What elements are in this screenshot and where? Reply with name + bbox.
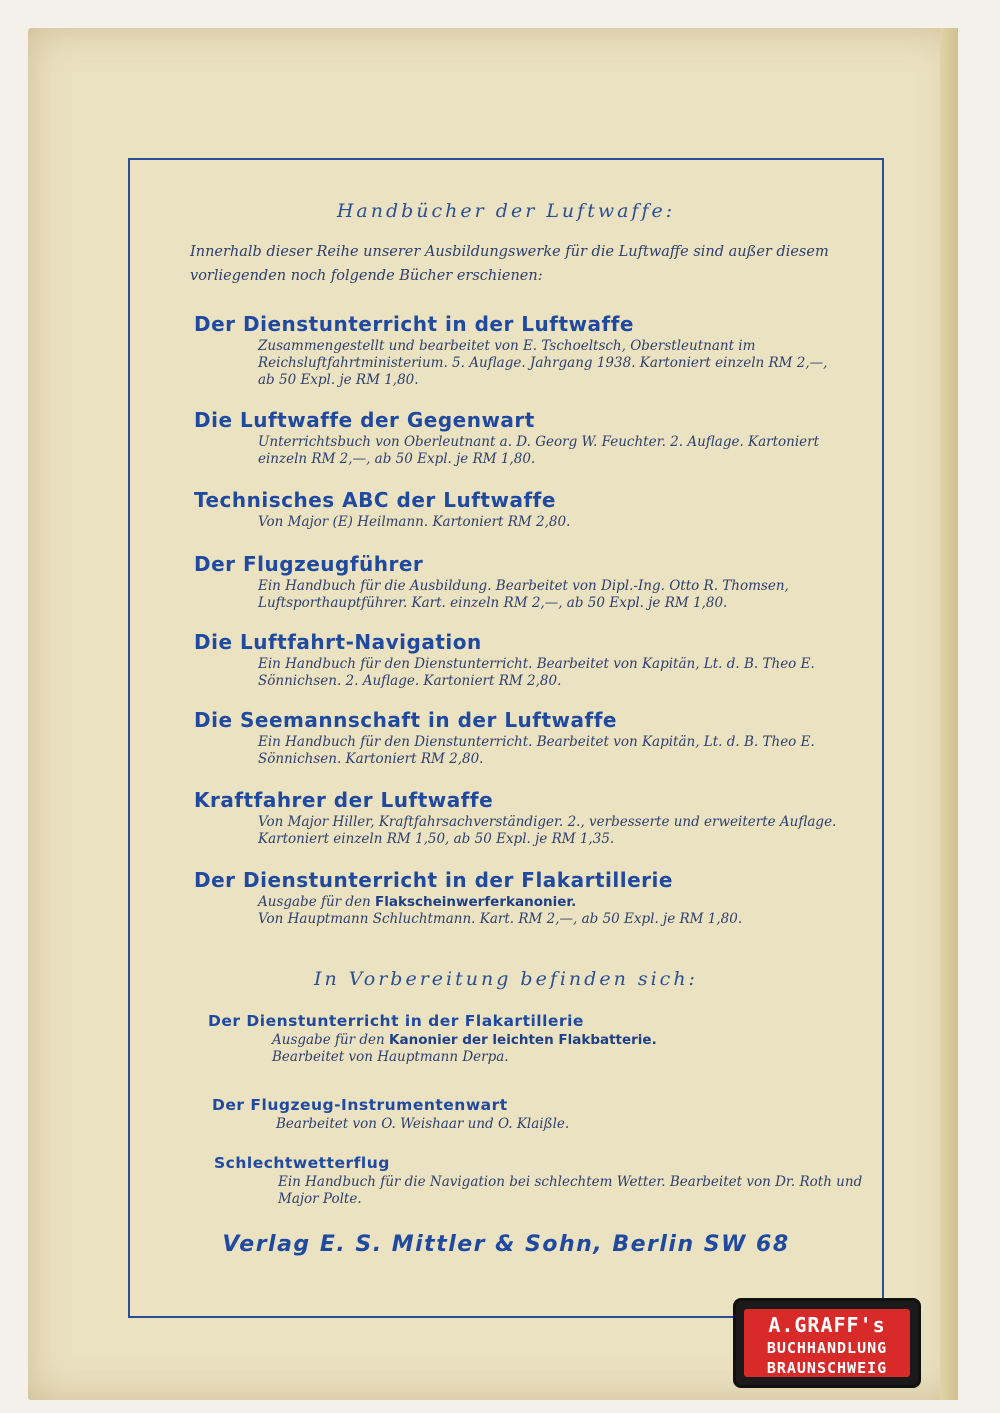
book-entry <box>194 708 844 768</box>
book-entry <box>194 868 844 928</box>
prep-description <box>272 1032 858 1066</box>
book-entry <box>194 552 844 612</box>
book-title: Die Seemannschaft in der Luftwaffe <box>194 708 617 732</box>
desc-prefix: Ausgabe für den <box>258 894 371 910</box>
intro-text: Innerhalb dieser Reihe unserer Ausbildungswerke für die Luftwaffe sind außer diesem vorliegenden noch folgende Bücher erschienen: <box>190 244 829 284</box>
book-title: Der Flugzeugführer <box>194 552 424 576</box>
preparation-heading: In Vorbereitung befinden sich: <box>314 968 698 990</box>
book-entry <box>194 312 844 389</box>
book-description: Von Major (E) Heilmann. Kartoniert RM 2,80. <box>258 514 571 530</box>
page-edge <box>940 28 958 1400</box>
book-title: Der Dienstunterricht in der Flakartillerie <box>194 868 673 892</box>
stamp-label <box>744 1309 910 1377</box>
prep-title: Der Flugzeug-Instrumentenwart <box>212 1096 508 1114</box>
book-entry <box>194 488 844 531</box>
stamp-line: BUCHHANDLUNG <box>766 1339 888 1357</box>
desc-suffix: Von Hauptmann Schluchtmann. Kart. RM 2,—, ab 50 Expl. je RM 1,80. <box>258 911 743 927</box>
book-description: Zusammengestellt und bearbeitet von E. Tschoeltsch, Oberstleutnant im Reichsluftfahrtministerium. 5. Auflage. Jahrgang 1938. Kartoniert einzeln RM 2,—, ab 50 Expl. je RM 1,80. <box>258 338 828 388</box>
book-title: Technisches ABC der Luftwaffe <box>194 488 556 512</box>
desc-highlight: Kanonier der leichten Flakbatterie. <box>389 1032 657 1048</box>
book-description: Ein Handbuch für den Dienstunterricht. Bearbeitet von Kapitän, Lt. d. B. Theo E. Sönnichsen. 2. Auflage. Kartoniert RM 2,80. <box>258 656 815 689</box>
prep-entry <box>212 1096 862 1133</box>
prep-description: Bearbeitet von O. Weishaar und O. Klaißle. <box>276 1116 570 1132</box>
book-entry <box>194 408 844 468</box>
prep-entry <box>208 1012 858 1066</box>
series-heading: Handbücher der Luftwaffe: <box>336 200 676 222</box>
book-cover <box>28 28 958 1400</box>
prep-title: Schlechtwetterflug <box>214 1154 390 1172</box>
book-entry <box>194 630 844 690</box>
desc-highlight: Flakscheinwerferkanonier. <box>375 894 577 910</box>
bookshop-stamp <box>733 1298 921 1388</box>
book-entry <box>194 788 844 848</box>
desc-prefix: Ausgabe für den <box>272 1032 385 1048</box>
frame-content <box>130 160 882 1316</box>
desc-suffix: Bearbeitet von Hauptmann Derpa. <box>272 1049 509 1065</box>
book-title: Kraftfahrer der Luftwaffe <box>194 788 494 812</box>
prep-entry <box>214 1154 864 1208</box>
book-description: Ein Handbuch für die Ausbildung. Bearbeitet von Dipl.-Ing. Otto R. Thomsen, Luftsporthauptführer. Kart. einzeln RM 2,—, ab 50 Expl. je RM 1,80. <box>258 578 789 611</box>
book-description <box>258 894 844 928</box>
stamp-line: BRAUNSCHWEIG <box>766 1359 888 1377</box>
publisher-line: Verlag E. S. Mittler & Sohn, Berlin SW 68 <box>222 1232 790 1257</box>
book-title: Der Dienstunterricht in der Luftwaffe <box>194 312 634 336</box>
content-frame <box>128 158 884 1318</box>
stamp-line: A.GRAFF's <box>768 1313 886 1337</box>
book-description: Unterrichtsbuch von Oberleutnant a. D. Georg W. Feuchter. 2. Auflage. Kartoniert einzeln RM 2,—, ab 50 Expl. je RM 1,80. <box>258 434 820 467</box>
prep-description: Ein Handbuch für die Navigation bei schlechtem Wetter. Bearbeitet von Dr. Roth und Major Polte. <box>278 1174 863 1207</box>
book-description: Ein Handbuch für den Dienstunterricht. Bearbeitet von Kapitän, Lt. d. B. Theo E. Sönnichsen. Kartoniert RM 2,80. <box>258 734 815 767</box>
prep-title: Der Dienstunterricht in der Flakartillerie <box>208 1012 584 1030</box>
book-description: Von Major Hiller, Kraftfahrsachverständiger. 2., verbesserte und erweiterte Auflage. Kartoniert einzeln RM 1,50, ab 50 Expl. je RM 1,35. <box>258 814 837 847</box>
book-title: Die Luftfahrt-Navigation <box>194 630 482 654</box>
book-title: Die Luftwaffe der Gegenwart <box>194 408 535 432</box>
